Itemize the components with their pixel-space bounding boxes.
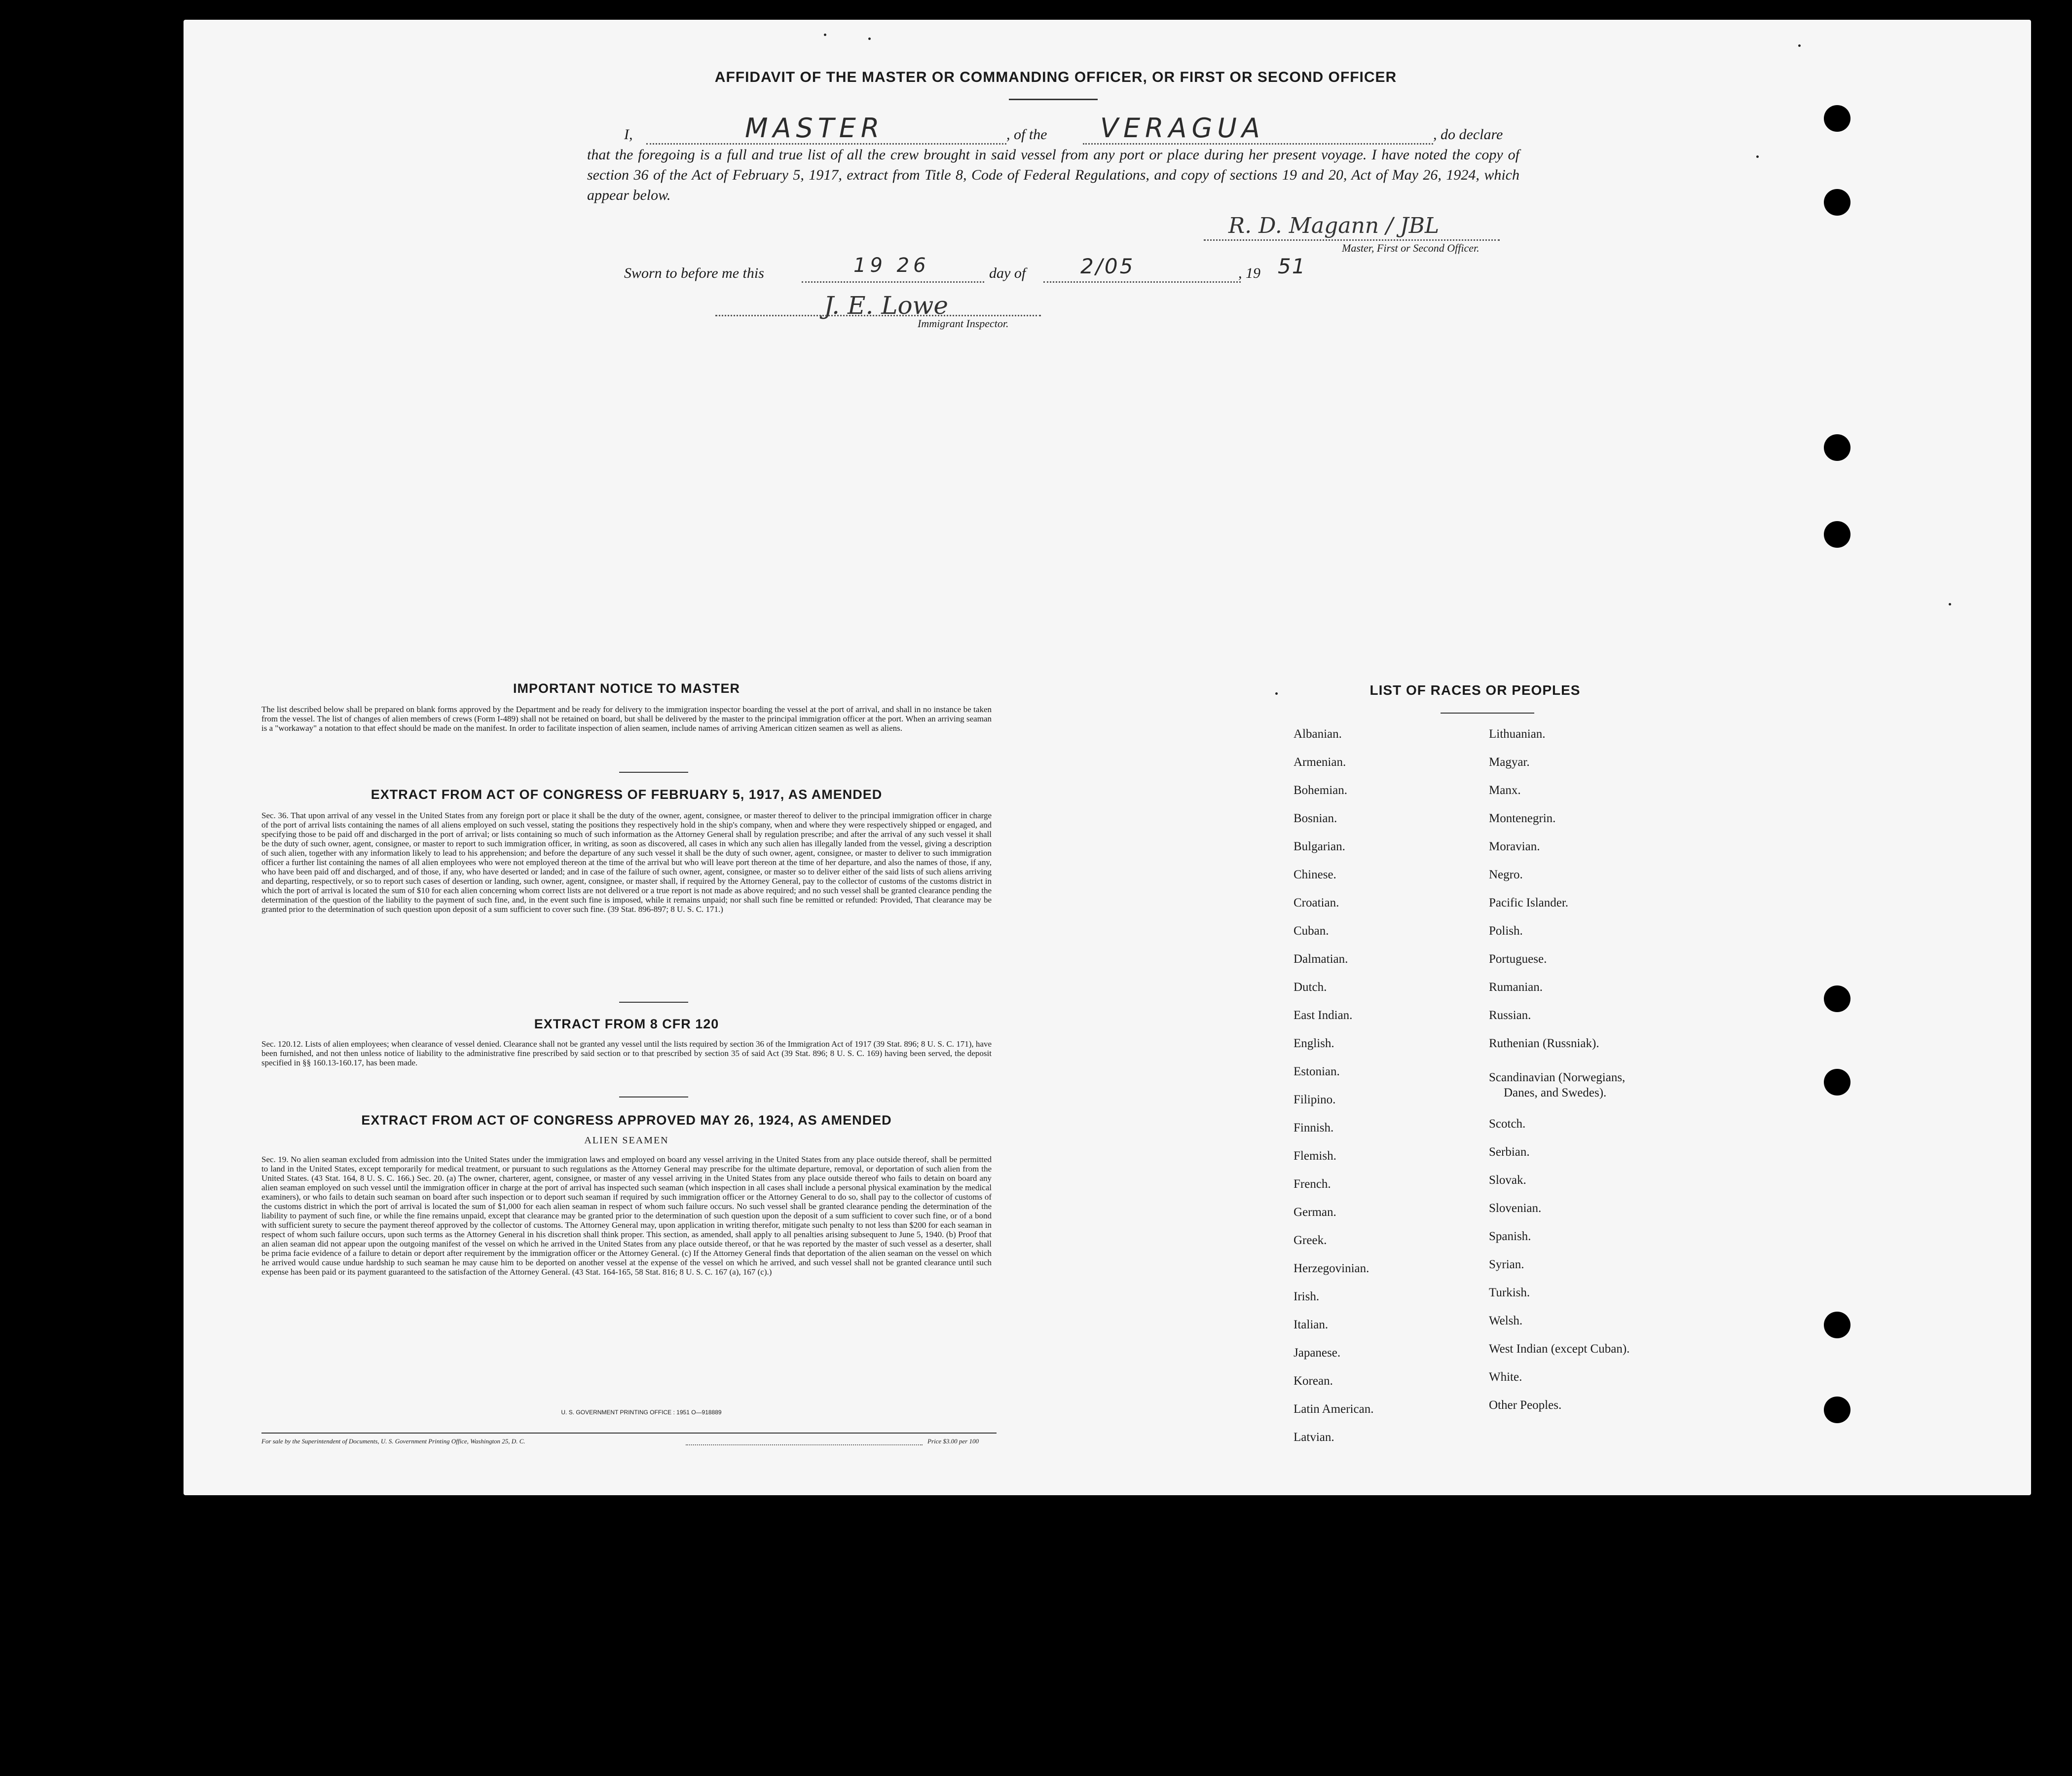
- race-item: Lithuanian.: [1489, 727, 1546, 741]
- race-item: Dutch.: [1294, 981, 1327, 994]
- affidavit-body: that the foregoing is a full and true list of all the crew brought in said vessel from any port or place during her present voyage. I have noted the copy of section 36 of the Act of February 5, 1917, extract from Title 8, Code of Federal Regulations, and copy of sections 19 and 20, Act of May 26, 1924, which appear below.: [587, 147, 1519, 203]
- race-item: Estonian.: [1294, 1065, 1340, 1078]
- sworn-month-field: [1043, 281, 1241, 283]
- race-item: Other Peoples.: [1489, 1398, 1562, 1412]
- race-item: Greek.: [1294, 1234, 1327, 1247]
- speck: [824, 34, 826, 36]
- extract-1924-title: EXTRACT FROM ACT OF CONGRESS APPROVED MAY 26, 1924, AS AMENDED: [361, 1113, 892, 1128]
- race-item: Turkish.: [1489, 1286, 1530, 1299]
- speck: [1275, 692, 1278, 695]
- race-item: Bosnian.: [1294, 812, 1337, 825]
- divider: [619, 1096, 688, 1097]
- race-item: Montenegrin.: [1489, 812, 1556, 825]
- affidavit-line1-mid: , of the: [1006, 126, 1047, 143]
- race-item: English.: [1294, 1037, 1334, 1050]
- punch-hole: [1824, 189, 1850, 216]
- race-item: Manx.: [1489, 784, 1521, 797]
- race-item: Latvian.: [1294, 1431, 1334, 1444]
- race-item: Armenian.: [1294, 756, 1346, 769]
- race-item: Bohemian.: [1294, 784, 1348, 797]
- inspector-signature-line: [715, 315, 1041, 316]
- sworn-prefix: Sworn to before me this: [624, 265, 764, 281]
- punch-hole: [1824, 1069, 1850, 1096]
- extract-cfr-title: EXTRACT FROM 8 CFR 120: [534, 1017, 719, 1031]
- race-item: Portuguese.: [1489, 952, 1547, 966]
- handwritten-month: 2/05: [1080, 254, 1135, 278]
- race-item: Croatian.: [1294, 896, 1339, 909]
- races-title: LIST OF RACES OR PEOPLES: [1369, 682, 1581, 698]
- race-item: Serbian.: [1489, 1145, 1530, 1159]
- speck: [1798, 44, 1801, 47]
- race-item: White.: [1489, 1370, 1522, 1384]
- punch-hole: [1824, 105, 1850, 132]
- extract-1917-text: Sec. 36. That upon arrival of any vessel in the United States from any foreign port or place it shall be the duty of the owner, agent, consignee, or master thereof to deliver to the principal immigration officer in charge of the port of arrival lists containing the names of all aliens employed on such vessel, stating the positions they respectively hold in the ship's company, when and where they were respectively shipped or engaged, and specifying those to be paid off and discharged in the port of arrival; or lists containing so much of such information as the Attorney General shall by regulation prescribe; and after the arrival of any such vessel it shall be the duty of such owner, agent, consignee, or master to report to such immigration officer, in writing, as soon as discovered, all cases in which any such alien has illegally landed from the vessel, giving a description of such alien, together with any information likely to lead to his apprehension; and before the departure of any such vessel it shall be the duty of such owner, agent, consignee, or master to deliver to such immigration officer a further list containing the names of all alien employees who were not employed thereon at the time of the arrival but who will leave port thereon at the time of her departure, and also the names of those, if any, who have been paid off and discharged, and of those, if any, who have deserted or landed; and in case of the failure of such owner, agent, consignee, or master so to deliver either of the said lists of such aliens arriving and departing, respectively, or so to report such cases of desertion or landing, such owner, agent, consignee, or master shall, if required by the Attorney General, pay to the collector of customs of the customs district in which the port of arrival is located the sum of $10 for each alien concerning whom correct lists are not delivered or a true report is not made as above required; and no such vessel shall be granted clearance pending the determination of the question of the liability to the payment of such fine, and, in the event such fine is imposed, while it remains unpaid; nor shall such fine be remitted or refunded: Provided, That clearance may be granted prior to the determination of such question upon deposit of a sum sufficient to cover such fine. (39 Stat. 896-897; 8 U. S. C. 171.): [261, 811, 992, 914]
- footer-leader: [686, 1444, 923, 1445]
- race-item: Moravian.: [1489, 840, 1540, 853]
- race-item: Slovak.: [1489, 1173, 1526, 1187]
- divider: [619, 1002, 688, 1003]
- race-item: Syrian.: [1489, 1258, 1524, 1271]
- speck: [1949, 603, 1951, 605]
- extract-cfr-text: Sec. 120.12. Lists of alien employees; when clearance of vessel denied. Clearance shall not be granted any vessel until the lists required by section 36 of the Immigration Act of 1917 (39 Stat. 896; 8 U. S. C. 171), have been furnished, and not then unless notice of liability to the administrative fine prescribed by said section or to that prescribed by section 35 of said Act (39 Stat. 896; 8 U. S. C. 169) having been served, the deposit specified in §§ 160.13-160.17, has been made.: [261, 1039, 992, 1067]
- sworn-day-label: day of: [989, 265, 1026, 281]
- race-item: Latin American.: [1294, 1402, 1374, 1416]
- footer-sale: For sale by the Superintendent of Documents, U. S. Government Printing Office, Washington 25, D. C.: [261, 1437, 525, 1445]
- race-item: Korean.: [1294, 1374, 1333, 1388]
- race-item: Ruthenian (Russniak).: [1489, 1037, 1599, 1050]
- affidavit-line1-suffix: , do declare: [1433, 126, 1503, 143]
- race-item: Welsh.: [1489, 1314, 1523, 1327]
- speck: [1756, 155, 1759, 158]
- race-item: Slovenian.: [1489, 1202, 1542, 1215]
- races-column-2: [1489, 727, 1765, 1448]
- divider: [1009, 99, 1098, 100]
- handwritten-vessel: VERAGUA: [1100, 113, 1265, 144]
- race-item: Russian.: [1489, 1009, 1531, 1022]
- race-item: Negro.: [1489, 868, 1523, 881]
- master-signature: R. D. Magann / JBL: [1228, 213, 1440, 238]
- race-item: Scandinavian (Norwegians,: [1489, 1071, 1626, 1084]
- race-item: Flemish.: [1294, 1149, 1336, 1163]
- race-item: Italian.: [1294, 1318, 1329, 1331]
- race-item: Albanian.: [1294, 727, 1342, 741]
- extract-1924-text: Sec. 19. No alien seaman excluded from admission into the United States under the immigration laws and employed on board any vessel arriving in the United States from any place outside thereof, shall be permitted to land in the United States, except temporarily for medical treatment, or pursuant to such regulations as the Attorney General may prescribe for the ultimate departure, removal, or deportation of such alien from the United States. (43 Stat. 164, 8 U. S. C. 166.) Sec. 20. (a) The owner, charterer, agent, consignee, or master of any vessel arriving in the United States from any place outside thereof who fails to detain on board any alien seaman employed on such vessel until the immigration officer in charge at the port of arrival has inspected such seaman (which inspection in all cases shall include a personal physical examination by the medical examiners), or who fails to detain such seaman on board after such inspection or to deport such seaman if required by such immigration officer or the Attorney General to do so, shall pay to the collector of customs of the customs district in which the port of arrival is located the sum of $1,000 for each alien seaman in respect of whom such failure occurs. No such vessel shall be granted clearance pending the determination of the liability to payment of such fine, or while the fine remains unpaid, except that clearance may be granted prior to the determination of such question upon the deposit of a sum sufficient to cover such fine, or of a bond with sufficient surety to secure the payment thereof approved by the collector of customs. The Attorney General may, upon application in writing therefor, mitigate such penalty to not less than $200 for each seaman in respect of whom such failure occurs, upon such terms as the Attorney General in his discretion shall think proper. This section, as amended, shall apply to all penalties arising subsequent to June 5, 1940. (b) Proof that an alien seaman did not appear upon the outgoing manifest of the vessel on which he arrived in the United States from any place outside thereof, or that he was reported by the master of such vessel as a deserter, shall be prima facie evidence of a failure to detain or deport after requirement by the immigration officer or the Attorney General. (c) If the Attorney General finds that deportation of the alien seaman on the vessel on which he arrived would cause undue hardship to such seaman he may cause him to be deported on another vessel at the expense of the vessel on which he arrived, and such vessel shall not be granted clearance until such expense has been paid or its payment guaranteed to the satisfaction of the Attorney General. (43 Stat. 164-165, 58 Stat. 816; 8 U. S. C. 167 (a), 167 (c).): [261, 1155, 992, 1277]
- speck: [868, 38, 871, 40]
- race-item: Spanish.: [1489, 1230, 1531, 1243]
- punch-hole: [1824, 434, 1850, 461]
- race-item: Bulgarian.: [1294, 840, 1345, 853]
- punch-hole: [1824, 1312, 1850, 1338]
- inspector-signature: J. E. Lowe: [824, 291, 948, 320]
- race-item: Magyar.: [1489, 756, 1530, 769]
- divider: [619, 772, 688, 773]
- notice-text: The list described below shall be prepared on blank forms approved by the Department and be ready for delivery to the immigration inspector boarding the vessel at the port of arrival, and shall in no instance be taken from the vessel. The list of changes of alien members of crews (Form I-489) shall not be retained on board, but shall be delivered by the master to the principal immigration officer at the port. When an arriving seaman is a "workaway" a notation to that effect should be made on the manifest. In order to facilitate inspection of alien seamen, include names of arriving American citizen seamen as well as aliens.: [261, 705, 992, 733]
- extract-1924-subtitle: ALIEN SEAMEN: [584, 1135, 669, 1146]
- race-item: Japanese.: [1294, 1346, 1341, 1360]
- race-item: Finnish.: [1294, 1121, 1334, 1134]
- race-item: Irish.: [1294, 1290, 1320, 1303]
- footer-price: Price $3.00 per 100: [927, 1437, 979, 1445]
- handwritten-day: 19 26: [853, 254, 930, 277]
- master-caption: Master, First or Second Officer.: [1342, 242, 1480, 254]
- race-item: West Indian (except Cuban).: [1489, 1342, 1630, 1356]
- race-item: French.: [1294, 1177, 1331, 1191]
- affidavit-title: AFFIDAVIT OF THE MASTER OR COMMANDING OFFICER, OR FIRST OR SECOND OFFICER: [714, 69, 1397, 85]
- footer-rule: [261, 1433, 997, 1434]
- race-item: Scotch.: [1489, 1117, 1526, 1131]
- race-item: Chinese.: [1294, 868, 1336, 881]
- race-item: Rumanian.: [1489, 981, 1543, 994]
- race-item: Dalmatian.: [1294, 952, 1348, 966]
- handwritten-year: 51: [1278, 254, 1306, 278]
- race-item: Filipino.: [1294, 1093, 1336, 1106]
- inspector-caption: Immigrant Inspector.: [918, 317, 1009, 330]
- race-item: German.: [1294, 1206, 1336, 1219]
- master-signature-line: [1204, 239, 1500, 241]
- printing-office-note: U. S. GOVERNMENT PRINTING OFFICE : 1951 O—918889: [561, 1409, 722, 1416]
- race-item: East Indian.: [1294, 1009, 1353, 1022]
- affidavit-line1-prefix: I,: [624, 126, 633, 143]
- divider: [1441, 713, 1534, 714]
- race-item: Polish.: [1489, 924, 1523, 938]
- race-item: Cuban.: [1294, 924, 1329, 938]
- punch-hole: [1824, 1397, 1850, 1423]
- sworn-year-prefix: , 19: [1238, 265, 1260, 281]
- extract-1917-title: EXTRACT FROM ACT OF CONGRESS OF FEBRUARY 5, 1917, AS AMENDED: [370, 787, 883, 802]
- notice-title: IMPORTANT NOTICE TO MASTER: [513, 681, 740, 696]
- punch-hole: [1824, 985, 1850, 1012]
- sworn-day-field: [802, 281, 984, 283]
- races-column-1: [1294, 727, 1491, 1448]
- punch-hole: [1824, 521, 1850, 548]
- handwritten-officer: MASTER: [745, 113, 885, 144]
- race-item: Herzegovinian.: [1294, 1262, 1369, 1275]
- race-item: Danes, and Swedes).: [1504, 1086, 1607, 1099]
- race-item: Pacific Islander.: [1489, 896, 1569, 909]
